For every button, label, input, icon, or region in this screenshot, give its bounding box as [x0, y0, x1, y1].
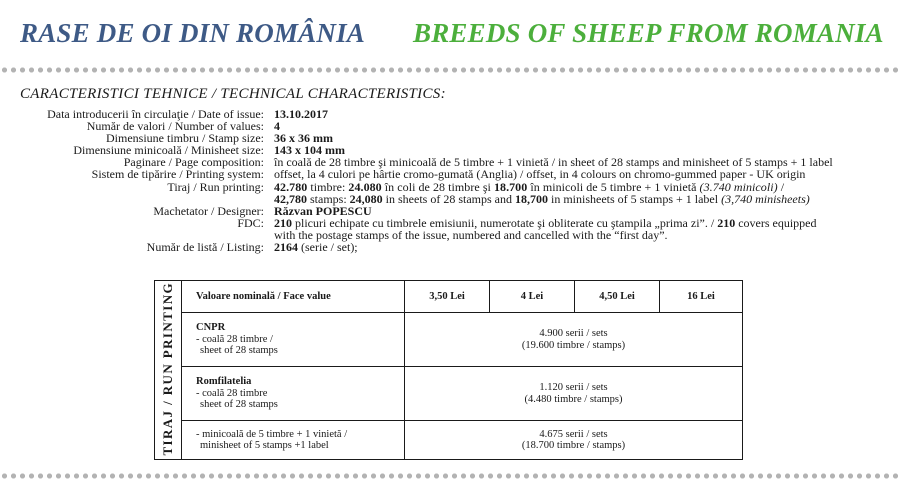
spec-row-fdc-en	[0, 229, 900, 241]
spec-value: 143 x 104 mm	[274, 143, 345, 158]
spec-value: 13.10.2017	[274, 107, 328, 121]
spec-value: 42,780 stamps: 24,080 in sheets of 28 stamps and 18,700 in minisheets of 5 stamps + 1 label (3,740 minisheets)	[274, 191, 810, 206]
spec-value: Răzvan POPESCU	[274, 203, 372, 218]
row-quantity: 4.675 serii / sets (18.700 timbre / stamps)	[405, 421, 743, 460]
table-header-row	[155, 281, 743, 313]
row-label: CNPR - coală 28 timbre / sheet of 28 stamps	[182, 313, 405, 367]
spec-label: Dimensiune minicoală / Minisheet size:	[73, 143, 264, 158]
side-label: TIRAJ / RUN PRINTING	[160, 281, 175, 456]
row-label: Romfilatelia - coală 28 timbre sheet of 28 stamps	[182, 367, 405, 421]
spec-label: Tiraj / Run printing:	[167, 179, 264, 194]
spec-label: Machetator / Designer:	[153, 203, 264, 218]
value-header-2: 4 Lei	[490, 281, 575, 313]
spec-label: FDC:	[237, 215, 264, 230]
value-header-3: 4,50 Lei	[575, 281, 660, 313]
run-printing-table	[154, 280, 743, 460]
row-label: - minicoală de 5 timbre + 1 vinietă / minisheet of 5 stamps +1 label	[182, 421, 405, 460]
spec-value: 4	[274, 119, 280, 134]
spec-value: 210 plicuri echipate cu timbrele emisiunii, numerotate şi obliterate cu ştampila „prima zi”. / 210 covers equipped	[274, 215, 817, 230]
spec-value: 36 x 36 mm	[274, 131, 333, 146]
technical-specs	[0, 108, 900, 253]
spec-value: offset, la 4 culori pe hârtie cromo-gumată (Anglia) / offset, in 4 colours on chromo-gummed paper - UK origin	[274, 167, 806, 182]
table-row	[155, 367, 743, 421]
value-header-4: 16 Lei	[660, 281, 743, 313]
spec-value: 42.780 timbre: 24.080 în coli de 28 timbre şi 18.700 în minicoli de 5 timbre + 1 vinietă (3.740 minicoli) /	[274, 179, 785, 194]
section-title: CARACTERISTICI TEHNICE / TECHNICAL CHARACTERISTICS:	[20, 86, 446, 102]
spec-label: Data introducerii în circulaţie / Date of issue:	[47, 107, 264, 121]
spec-label: Paginare / Page composition:	[123, 155, 264, 170]
spec-value: 2164 (serie / set);	[274, 240, 358, 255]
dotted-divider-bottom	[0, 472, 900, 480]
spec-label: Dimensiune timbru / Stamp size:	[106, 131, 264, 146]
spec-label: Număr de listă / Listing:	[146, 240, 264, 255]
row-quantity: 1.120 serii / sets (4.480 timbre / stamps)	[405, 367, 743, 421]
table-row	[155, 313, 743, 367]
spec-value: în coală de 28 timbre şi minicoală de 5 timbre + 1 vinietă / in sheet of 28 stamps and minisheet of 5 stamps + 1 label	[274, 155, 833, 170]
side-label-cell	[155, 281, 182, 460]
value-header-1: 3,50 Lei	[405, 281, 490, 313]
table-row	[155, 421, 743, 460]
dotted-divider-top	[0, 66, 900, 74]
title-romanian: RASE DE OI DIN ROMÂNIA	[20, 18, 365, 48]
spec-row-run-en	[0, 193, 900, 205]
title-english: BREEDS OF SHEEP FROM ROMANIA	[413, 18, 884, 48]
spec-row-listing	[0, 241, 900, 253]
spec-label: Sistem de tipărire / Printing system:	[91, 167, 264, 182]
spec-value: with the postage stamps of the issue, numbered and cancelled with the “first day”.	[274, 227, 668, 242]
row-quantity: 4.900 serii / sets (19.600 timbre / stamps)	[405, 313, 743, 367]
face-value-header: Valoare nominală / Face value	[182, 281, 405, 313]
spec-label: Număr de valori / Number of values:	[86, 119, 264, 134]
